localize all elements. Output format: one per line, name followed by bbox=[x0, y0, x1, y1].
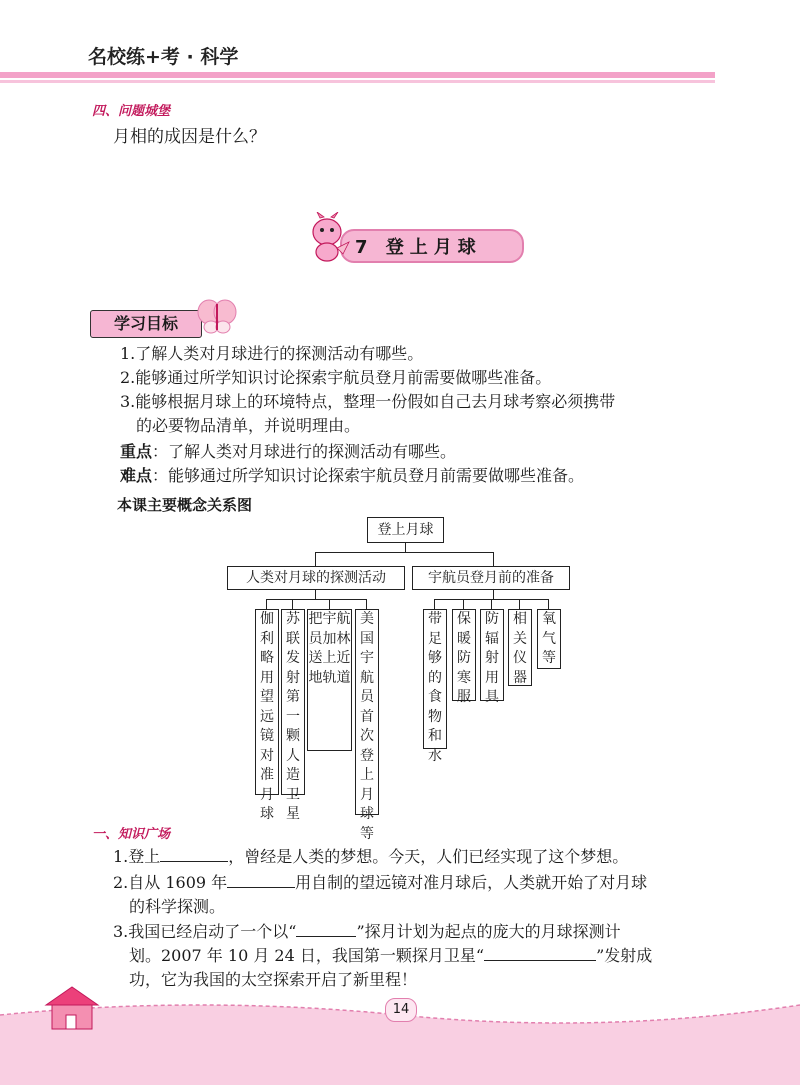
map-connector bbox=[366, 599, 367, 609]
fill-question-3-cont bbox=[129, 944, 652, 968]
q2-text-a: 2.自从 1609 年 bbox=[113, 873, 228, 892]
map-connector bbox=[463, 599, 464, 609]
map-connector bbox=[491, 599, 492, 609]
answer-blank[interactable] bbox=[160, 845, 228, 862]
fill-question-3 bbox=[113, 920, 621, 944]
map-branch-left: 人类对月球的探测活动 bbox=[227, 566, 405, 590]
map-connector bbox=[519, 599, 520, 609]
header-divider bbox=[0, 72, 715, 78]
map-branch-right: 宇航员登月前的准备 bbox=[412, 566, 570, 590]
map-connector bbox=[315, 552, 316, 566]
fill-question-1 bbox=[113, 845, 628, 869]
fill-question-2 bbox=[113, 871, 647, 895]
butterfly-icon bbox=[196, 298, 238, 334]
answer-blank[interactable] bbox=[296, 920, 356, 937]
q3-text-b: ”探月计划为起点的庞大的月球探测计 bbox=[356, 922, 621, 941]
goal-item-3: 3.能够根据月球上的环境特点，整理一份假如自己去月球考察必须携带 bbox=[120, 392, 616, 411]
header-divider-thin bbox=[0, 80, 715, 83]
map-leaf-left: 苏联发射第一颗人造卫星 bbox=[281, 609, 305, 795]
key-point-label: 重点 bbox=[120, 442, 153, 461]
q2-text-b: 用自制的望远镜对准月球后，人类就开始了对月球 bbox=[295, 873, 648, 892]
section-heading-4: 四、问题城堡 bbox=[92, 104, 171, 119]
goal-item-2: 2.能够通过所学知识讨论探索宇航员登月前需要做哪些准备。 bbox=[120, 368, 552, 387]
map-connector bbox=[266, 599, 267, 609]
map-root: 登上月球 bbox=[367, 517, 444, 543]
q3-text-d: ”发射成 bbox=[596, 946, 653, 965]
fill-question-2-cont: 的科学探测。 bbox=[129, 897, 226, 916]
house-icon bbox=[46, 987, 98, 1029]
map-connector bbox=[329, 599, 330, 609]
map-leaf-left: 把宇航员加林送上近地轨道 bbox=[307, 609, 352, 751]
key-point bbox=[120, 440, 456, 464]
answer-blank[interactable] bbox=[484, 944, 596, 961]
map-connector bbox=[315, 552, 493, 553]
q3-text-a: 3.我国已经启动了一个以“ bbox=[113, 922, 297, 941]
map-leaf-right: 防辐射用具 bbox=[480, 609, 504, 701]
fill-question-3-cont2: 功，它为我国的太空探索开启了新里程！ bbox=[129, 970, 418, 989]
map-leaf-right: 氧气等 bbox=[537, 609, 561, 669]
map-connector bbox=[405, 542, 406, 552]
map-leaf-right: 保暖防寒服 bbox=[452, 609, 476, 701]
key-point-text: ：了解人类对月球进行的探测活动有哪些。 bbox=[152, 442, 457, 461]
map-leaf-right: 相关仪器 bbox=[508, 609, 532, 686]
answer-blank[interactable] bbox=[227, 871, 295, 888]
hard-point bbox=[120, 464, 584, 488]
map-connector bbox=[493, 589, 494, 599]
map-connector bbox=[493, 552, 494, 566]
lesson-title: 7 登上月球 bbox=[355, 237, 482, 258]
hard-point-text: ：能够通过所学知识讨论探索宇航员登月前需要做哪些准备。 bbox=[152, 466, 585, 485]
map-connector bbox=[292, 599, 293, 609]
question-text: 月相的成因是什么？ bbox=[113, 127, 266, 147]
dragon-mascot-icon bbox=[305, 212, 353, 264]
q3-text-c: 划。2007 年 10 月 24 日，我国第一颗探月卫星“ bbox=[129, 946, 485, 965]
map-leaf-left: 美国宇航员首次登上月球等 bbox=[355, 609, 379, 815]
map-connector bbox=[266, 599, 367, 600]
page-number: 14 bbox=[385, 998, 417, 1022]
map-leaf-left: 伽利略用望远镜对准月球 bbox=[255, 609, 279, 795]
concept-map-title: 本课主要概念关系图 bbox=[117, 496, 253, 514]
map-leaf-right: 带足够的食物和水 bbox=[423, 609, 447, 749]
map-connector bbox=[548, 599, 549, 609]
section-heading-1: 一、知识广场 bbox=[92, 827, 171, 842]
q1-text-a: 1.登上 bbox=[113, 847, 161, 866]
goal-item-1: 1.了解人类对月球进行的探测活动有哪些。 bbox=[120, 344, 424, 363]
map-connector bbox=[315, 589, 316, 599]
map-connector bbox=[434, 599, 435, 609]
learning-goals-tab: 学习目标 bbox=[90, 310, 202, 338]
q1-text-b: ，曾经是人类的梦想。今天，人们已经实现了这个梦想。 bbox=[228, 847, 629, 866]
hard-point-label: 难点 bbox=[120, 466, 153, 485]
goal-item-3-cont: 的必要物品清单，并说明理由。 bbox=[136, 416, 361, 435]
header-title: 名校练+考 · 科学 bbox=[88, 46, 239, 68]
